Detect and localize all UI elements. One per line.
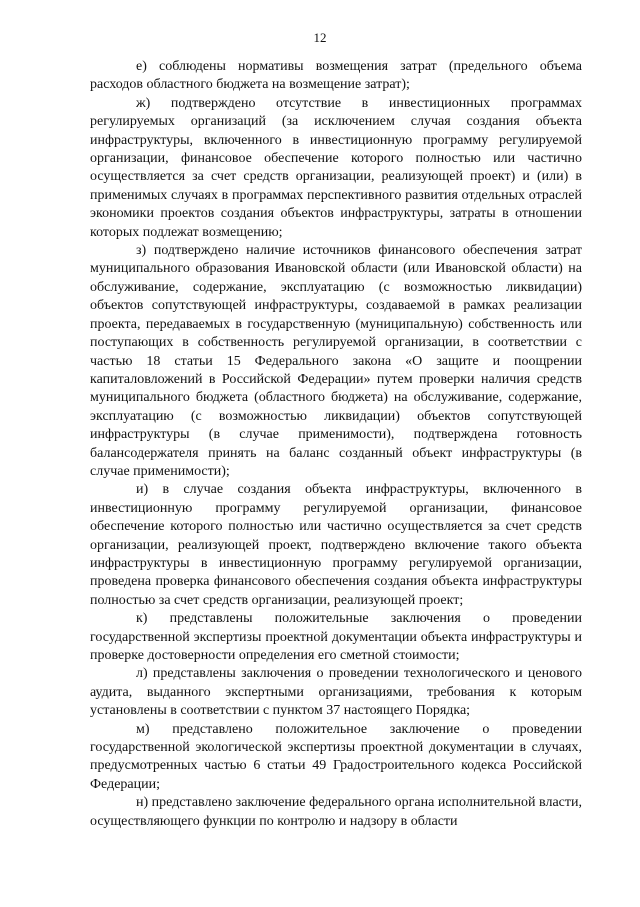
paragraph-z: з) подтверждено наличие источников финансового обеспечения затрат муниципального образования Ивановской области (или Ивановской области) на обслуживание, содержание, эксплуатацию (с возможностью ликвидации) объектов сопутствующей инфраструктуры, создаваемой в рамках реализации проекта, передаваемых в государственную (муниципальную) собственность или поступающих в собственность регулируемой организации, в соответствии с частью 18 статьи 15 Федерального закона «О защите и поощрении капиталовложений в Российской Федерации» путем проверки наличия средств муниципального бюджета (областного бюджета) на обслуживание, содержание, эксплуатацию (с возможностью ликвидации) объектов сопутствующей инфраструктуры (в случае применимости), подтверждена готовность балансодержателя принять на баланс созданный объект инфраструктуры (в случае применимости); (90, 243, 582, 479)
paragraph-m: м) представлено положительное заключение о проведении государственной экологической экспертизы проектной документации в случаях, предусмотренных частью 6 статьи 49 Градостроительного кодекса Российской Федерации; (90, 721, 582, 792)
paragraph-l: л) представлены заключения о проведении технологического и ценового аудита, выданного экспертными организациями, требования к которым установлены в соответствии с пунктом 37 настоящего Порядка; (90, 666, 582, 719)
paragraph-e: е) соблюдены нормативы возмещения затрат (предельного объема расходов областного бюджета на возмещение затрат); (90, 59, 582, 93)
paragraph-n: н) представлено заключение федерального органа исполнительной власти, осуществляющего функции по контролю и надзору в области (90, 795, 582, 829)
document-body (90, 58, 582, 831)
paragraph-k: к) представлены положительные заключения о проведении государственной экспертизы проектной документации объекта инфраструктуры и проверке достоверности определения его сметной стоимости; (90, 611, 582, 663)
page-number: 12 (313, 30, 327, 45)
paragraph-zh: ж) подтверждено отсутствие в инвестиционных программах регулируемых организаций (за исключением случая создания объекта инфраструктуры, включенного в инвестиционную программу регулируемой организации, финансовое обеспечение которого полностью или частично осуществляется за счет средств организации, реализующей проект) и (или) в применимых случаях в программах перспективного развития отдельных отраслей экономики проектов создания объектов инфраструктуры, затраты в отношении которых подлежат возмещению; (90, 95, 582, 240)
paragraph-i: и) в случае создания объекта инфраструктуры, включенного в инвестиционную программу регулируемой организации, финансовое обеспечение которого полностью или частично осуществляется за счет средств организации, реализующей проект, подтверждено включение такого объекта инфраструктуры в инвестиционную программу регулируемой организации, проведена проверка финансового обеспечения создания объекта инфраструктуры полностью за счет средств организации, реализующей проект; (90, 482, 582, 608)
